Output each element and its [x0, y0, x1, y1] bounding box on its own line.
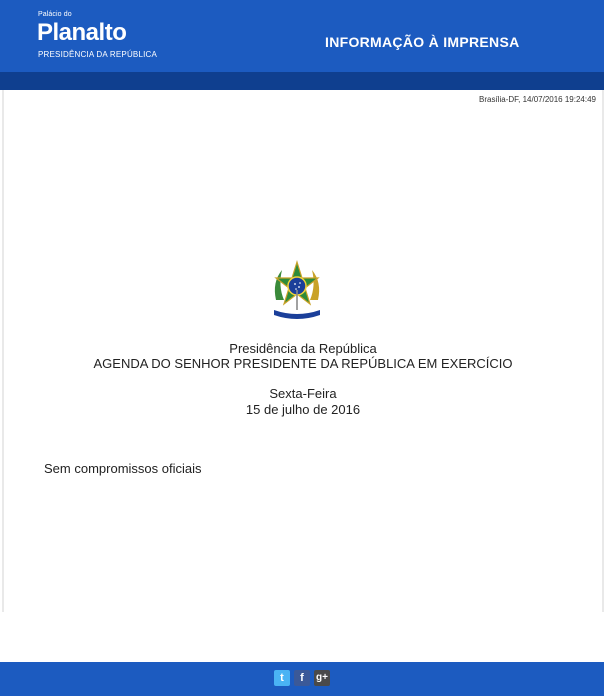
press-release-content — [2, 90, 604, 612]
brazil-coat-of-arms-icon — [268, 260, 326, 322]
twitter-icon[interactable]: t — [274, 670, 290, 686]
agenda-date: 15 de julho de 2016 — [245, 402, 361, 417]
page-section-title: INFORMAÇÃO À IMPRENSA — [325, 34, 520, 50]
footer-bar — [0, 662, 604, 696]
google-plus-icon[interactable]: g+ — [314, 670, 330, 686]
logo-subtitle: PRESIDÊNCIA DA REPÚBLICA — [38, 50, 158, 59]
header-bar — [0, 0, 604, 72]
logo-planalto[interactable]: Planalto — [37, 19, 127, 46]
facebook-icon[interactable]: f — [294, 670, 310, 686]
header-strip — [0, 72, 604, 90]
agenda-title: AGENDA DO SENHOR PRESIDENTE DA REPÚBLICA EM EXERCÍCIO — [93, 356, 513, 371]
logo-prefix: Palácio do — [38, 11, 72, 18]
timestamp: Brasília-DF, 14/07/2016 19:24:49 — [479, 95, 596, 104]
agenda-note: Sem compromissos oficiais — [44, 461, 202, 476]
org-name: Presidência da República — [229, 341, 377, 356]
agenda-weekday: Sexta-Feira — [269, 386, 337, 401]
